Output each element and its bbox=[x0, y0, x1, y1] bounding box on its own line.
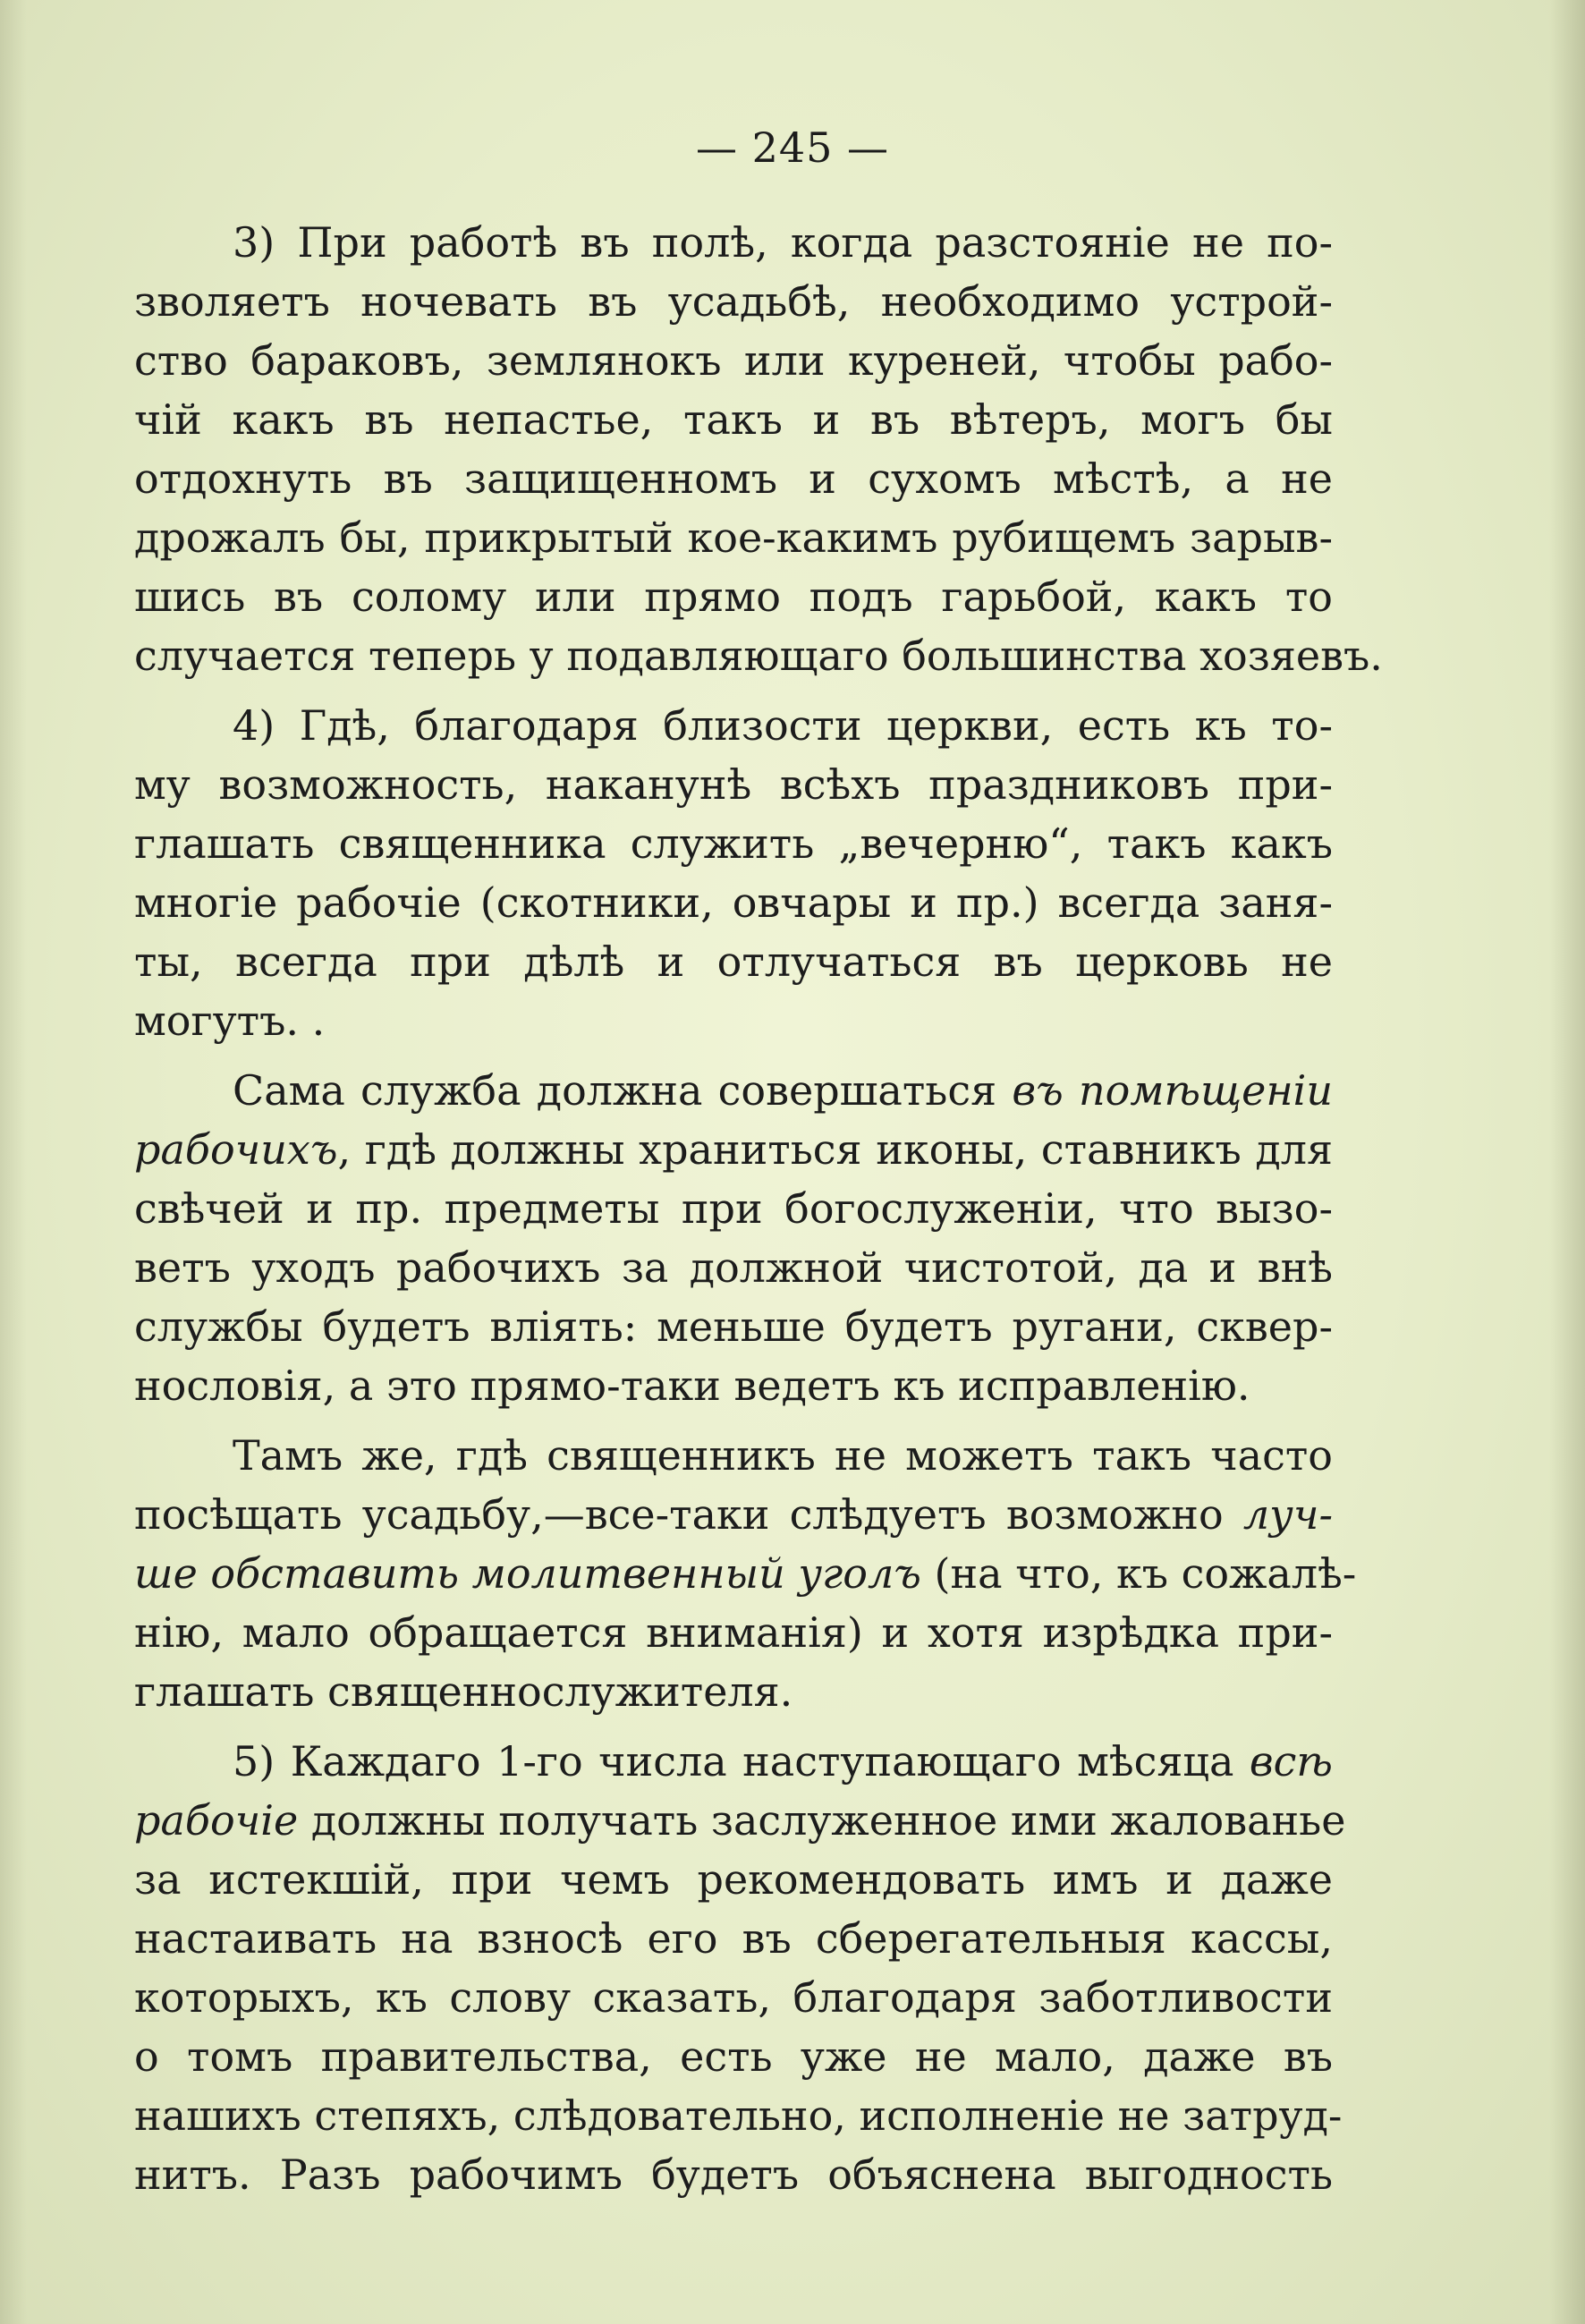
text-line: 4) Гдѣ, благодаря близости церкви, есть къ то- bbox=[233, 701, 1333, 750]
italic-phrase: всѣ bbox=[1249, 1737, 1333, 1785]
text-line: Сама служба должна совершаться въ помѣщеніи bbox=[233, 1066, 1333, 1115]
text-line: рабочіе должны получать заслуженное ими жалованье bbox=[134, 1796, 1346, 1845]
text-line: могутъ. . bbox=[134, 997, 326, 1045]
text-line: отдохнуть въ защищенномъ и сухомъ мѣстѣ, а не bbox=[134, 454, 1333, 503]
page-right-shadow bbox=[1549, 0, 1585, 2324]
text-line: свѣчей и пр. предметы при богослуженіи, что вызо- bbox=[134, 1184, 1333, 1233]
text-line: посѣщать усадьбу,—все-таки слѣдуетъ возможно луч- bbox=[134, 1490, 1333, 1539]
page-number: — 245 — bbox=[695, 123, 890, 172]
text-line: шись въ солому или прямо подъ гарьбой, какъ то bbox=[134, 573, 1333, 621]
text-line: нію, мало обращается вниманія) и хотя изрѣдка при- bbox=[134, 1608, 1333, 1657]
text-line: ство бараковъ, землянокъ или куреней, чтобы рабо- bbox=[134, 336, 1333, 385]
italic-phrase: ше обставить молитвенный уголъ bbox=[134, 1549, 921, 1598]
text-line: ветъ уходъ рабочихъ за должной чистотой, да и внѣ bbox=[134, 1243, 1333, 1292]
text-line: глашать священника служить „вечерню“, такъ какъ bbox=[134, 819, 1333, 868]
text-line: чій какъ въ непастье, такъ и въ вѣтеръ, могъ бы bbox=[134, 395, 1333, 444]
text-line: настаивать на взносѣ его въ сберегательныя кассы, bbox=[134, 1914, 1333, 1963]
text-line: которыхъ, къ слову сказать, благодаря заботливости bbox=[134, 1973, 1333, 2022]
text-line: о томъ правительства, есть уже не мало, даже въ bbox=[134, 2032, 1333, 2081]
text-line: нашихъ степяхъ, слѣдовательно, исполненіе не затруд- bbox=[134, 2091, 1343, 2140]
text-line: нословія, а это прямо-таки ведетъ къ исправленію. bbox=[134, 1361, 1250, 1410]
text-line: многіе рабочіе (скотники, овчары и пр.) всегда заня- bbox=[134, 878, 1333, 927]
body-text bbox=[134, 213, 1383, 2204]
text-line: 3) При работѣ въ полѣ, когда разстояніе не по- bbox=[233, 218, 1333, 267]
text-line: дрожалъ бы, прикрытый кое-какимъ рубищемъ зарыв- bbox=[134, 513, 1333, 562]
text-line: 5) Каждаго 1-го числа наступающаго мѣсяца всѣ bbox=[233, 1737, 1333, 1785]
text-line: ше обставить молитвенный уголъ (на что, къ сожалѣ- bbox=[134, 1549, 1357, 1598]
text-line: службы будетъ вліять: меньше будетъ ругани, сквер- bbox=[134, 1302, 1333, 1351]
italic-phrase: рабочіе bbox=[134, 1796, 299, 1845]
text-line: му возможность, наканунѣ всѣхъ праздниковъ при- bbox=[134, 760, 1333, 809]
page-left-shadow bbox=[0, 0, 27, 2324]
italic-phrase: луч- bbox=[1242, 1490, 1333, 1539]
text-line: рабочихъ, гдѣ должны храниться иконы, ставникъ для bbox=[134, 1125, 1333, 1174]
italic-phrase: въ помѣщеніи bbox=[1012, 1066, 1333, 1115]
text-line: зволяетъ ночевать въ усадьбѣ, необходимо устрой- bbox=[134, 277, 1333, 326]
italic-phrase: рабочихъ bbox=[134, 1125, 338, 1174]
text-line: нитъ. Разъ рабочимъ будетъ объяснена выгодность bbox=[134, 2150, 1333, 2199]
text-line: ты, всегда при дѣлѣ и отлучаться въ церковь не bbox=[134, 937, 1333, 986]
text-line: случается теперь у подавляющаго большинства хозяевъ. bbox=[134, 632, 1383, 680]
text-line: за истекшій, при чемъ рекомендовать имъ и даже bbox=[134, 1855, 1333, 1904]
text-line: Тамъ же, гдѣ священникъ не можетъ такъ часто bbox=[233, 1431, 1333, 1480]
text-line: глашать священнослужителя. bbox=[134, 1667, 793, 1716]
